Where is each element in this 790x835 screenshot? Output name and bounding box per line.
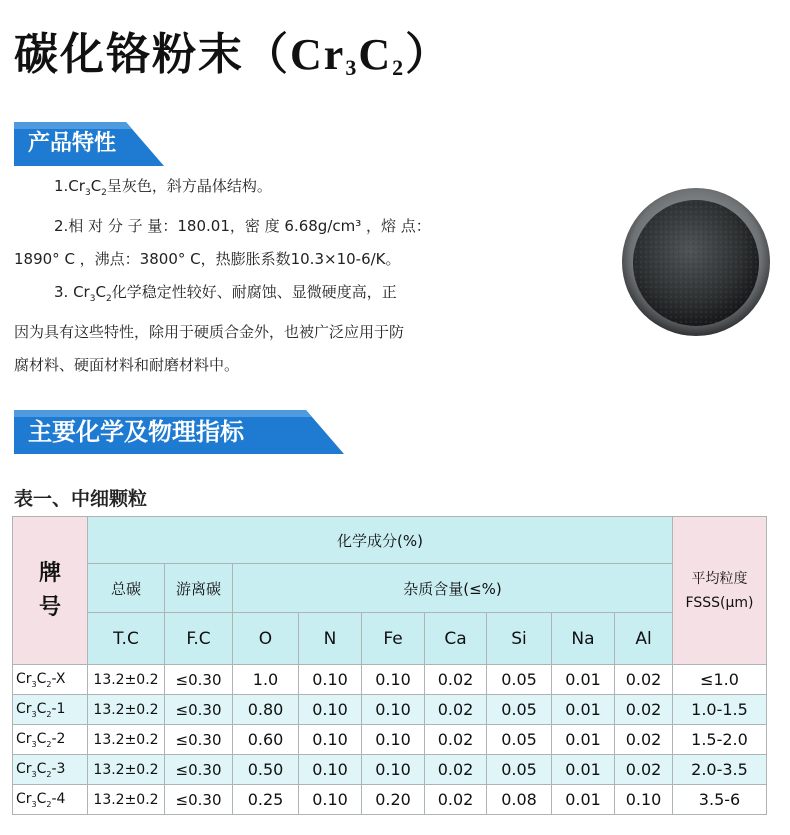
chem-composition-header: 化学成分(%) <box>88 517 673 564</box>
particle-size-header <box>673 517 767 665</box>
size-header-line-2: FSSS(μm) <box>685 594 754 611</box>
cell-tc: 13.2±0.2 <box>88 725 165 755</box>
table-row <box>13 695 767 725</box>
cell-n: 0.10 <box>299 785 362 815</box>
feature-line-1: $1.Cr_3C_2$呈灰色，斜方晶体结构。 <box>54 177 272 198</box>
cell-al: 0.02 <box>615 725 673 755</box>
cell-n: 0.10 <box>299 755 362 785</box>
feature-line-4: 3. $Cr_3C_2$化学稳定性较好、耐腐蚀、显微硬度高，正 <box>54 283 397 304</box>
col-header-na: Na <box>552 613 615 665</box>
cell-ca: 0.02 <box>425 695 487 725</box>
col-header-fc: F.C <box>165 613 233 665</box>
cell-o: 0.80 <box>233 695 299 725</box>
cell-si: 0.08 <box>487 785 552 815</box>
col-header-ca: Ca <box>425 613 487 665</box>
brand-header-line-1: 牌 <box>38 560 61 586</box>
table-row <box>13 785 767 815</box>
grade-cell: $Cr_3C_2-X$ <box>13 665 88 695</box>
grade-cell: $Cr_3C_2-3$ <box>13 755 88 785</box>
cell-si: 0.05 <box>487 755 552 785</box>
section-banner-features <box>14 122 164 166</box>
cell-si: 0.05 <box>487 695 552 725</box>
brand-header <box>13 517 88 665</box>
grade-cell: $Cr_3C_2-1$ <box>13 695 88 725</box>
cell-si: 0.05 <box>487 665 552 695</box>
impurity-header: 杂质含量(≤%) <box>233 564 673 613</box>
size-header-line-1: 平均粒度 <box>691 570 748 587</box>
col-header-fe: Fe <box>362 613 425 665</box>
spec-table <box>12 516 767 815</box>
col-header-n: N <box>299 613 362 665</box>
cell-fe: 0.10 <box>362 665 425 695</box>
col-header-al: Al <box>615 613 673 665</box>
cell-size: 3.5-6 <box>673 785 767 815</box>
cell-o: 1.0 <box>233 665 299 695</box>
grade-cell: $Cr_3C_2-4$ <box>13 785 88 815</box>
cell-fe: 0.10 <box>362 755 425 785</box>
grade-cell: $Cr_3C_2-2$ <box>13 725 88 755</box>
cell-al: 0.02 <box>615 665 673 695</box>
formula-cr: Cr <box>290 30 346 79</box>
cell-n: 0.10 <box>299 725 362 755</box>
cell-na: 0.01 <box>552 785 615 815</box>
cell-n: 0.10 <box>299 665 362 695</box>
cell-tc: 13.2±0.2 <box>88 755 165 785</box>
table-caption: 表一、中细颗粒 <box>14 488 148 510</box>
cell-al: 0.02 <box>615 755 673 785</box>
cell-size: 2.0-3.5 <box>673 755 767 785</box>
col-header-tc: T.C <box>88 613 165 665</box>
cell-n: 0.10 <box>299 695 362 725</box>
title-close: ） <box>405 29 452 80</box>
feature-line-5: 因为具有这些特性，除用于硬质合金外，也被广泛应用于防 <box>14 323 405 341</box>
powder-dish-image <box>620 186 772 342</box>
free-carbon-header: 游离碳 <box>165 564 233 613</box>
section-label-features: 产品特性 <box>28 131 117 156</box>
cell-tc: 13.2±0.2 <box>88 785 165 815</box>
cell-ca: 0.02 <box>425 725 487 755</box>
cell-tc: 13.2±0.2 <box>88 695 165 725</box>
brand-header-line-2: 号 <box>38 594 61 620</box>
cell-al: 0.10 <box>615 785 673 815</box>
cell-size: 1.5-2.0 <box>673 725 767 755</box>
cell-fe: 0.20 <box>362 785 425 815</box>
cell-size: 1.0-1.5 <box>673 695 767 725</box>
title-formula <box>290 30 405 79</box>
cell-al: 0.02 <box>615 695 673 725</box>
col-header-o: O <box>233 613 299 665</box>
cell-fe: 0.10 <box>362 725 425 755</box>
table-row <box>13 665 767 695</box>
cell-o: 0.60 <box>233 725 299 755</box>
cell-si: 0.05 <box>487 725 552 755</box>
cell-fe: 0.10 <box>362 695 425 725</box>
page-title <box>14 18 451 82</box>
cell-ca: 0.02 <box>425 755 487 785</box>
cell-o: 0.50 <box>233 755 299 785</box>
features-text <box>14 170 554 382</box>
cell-tc: 13.2±0.2 <box>88 665 165 695</box>
cell-na: 0.01 <box>552 725 615 755</box>
cell-na: 0.01 <box>552 665 615 695</box>
feature-line-3: 1890° C ，沸点：3800° C，热膨胀系数10.3×10-6/K。 <box>14 250 401 268</box>
feature-line-6: 腐材料、硬面材料和耐磨材料中。 <box>14 356 240 374</box>
cell-na: 0.01 <box>552 755 615 785</box>
col-header-si: Si <box>487 613 552 665</box>
cell-fc: ≤0.30 <box>165 665 233 695</box>
table-row <box>13 755 767 785</box>
formula-sub-3: 3 <box>345 55 359 80</box>
cell-o: 0.25 <box>233 785 299 815</box>
cell-fc: ≤0.30 <box>165 785 233 815</box>
section-label-specs: 主要化学及物理指标 <box>28 418 244 446</box>
section-banner-specs <box>14 410 344 454</box>
title-text: 碳化铬粉末（ <box>14 29 290 80</box>
cell-ca: 0.02 <box>425 785 487 815</box>
cell-fc: ≤0.30 <box>165 695 233 725</box>
total-carbon-header: 总碳 <box>88 564 165 613</box>
cell-na: 0.01 <box>552 695 615 725</box>
cell-ca: 0.02 <box>425 665 487 695</box>
formula-sub-2: 2 <box>392 55 406 80</box>
cell-fc: ≤0.30 <box>165 755 233 785</box>
cell-size: ≤1.0 <box>673 665 767 695</box>
formula-c: C <box>358 30 393 79</box>
feature-line-2: 2.相 对 分 子 量：180.01，密 度 6.68g/cm³ ，熔 点： <box>54 217 431 235</box>
cell-fc: ≤0.30 <box>165 725 233 755</box>
table-row <box>13 725 767 755</box>
